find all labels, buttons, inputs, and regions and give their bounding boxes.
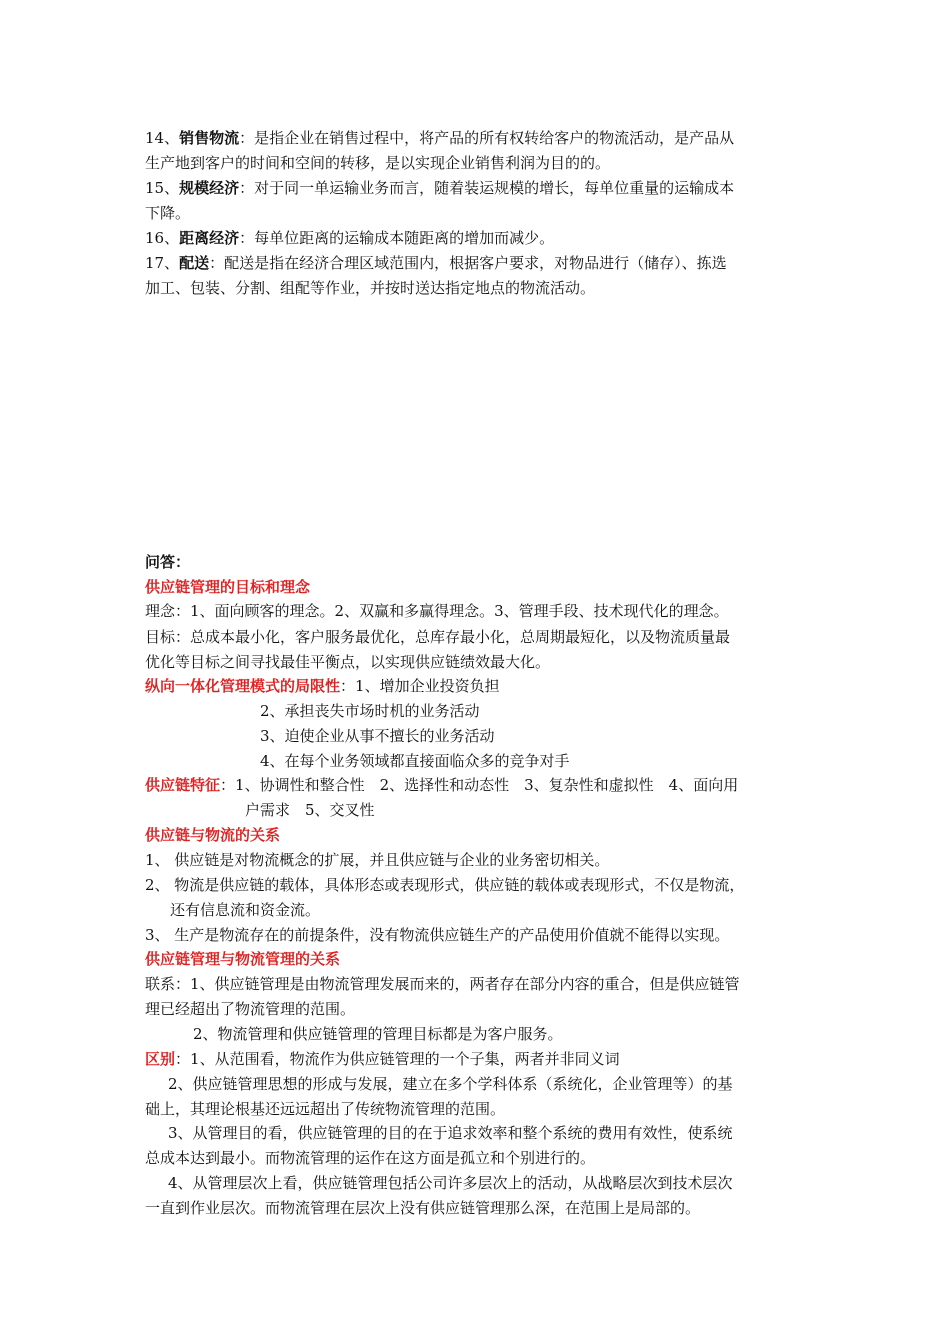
sc-logistics-item-1: 1、 供应链是对物流概念的扩展，并且供应链与企业的业务密切相关。 (145, 851, 610, 869)
definition-17-cont: 加工、包装、分割、组配等作业，并按时送达指定地点的物流活动。 (145, 279, 596, 297)
section-title-vertical-integration: 纵向一体化管理模式的局限性 (145, 677, 341, 695)
difference-line-2-cont: 础上，其理论根基还远远超出了传统物流管理的范围。 (145, 1100, 506, 1118)
difference-line-1: 区别：1、从范围看，物流作为供应链管理的一个子集，两者并非同义词 (145, 1050, 620, 1068)
section-title-scm-lm: 供应链管理与物流管理的关系 (145, 950, 341, 968)
difference-line-3: 3、从管理目的看，供应链管理的目的在于追求效率和整个系统的费用有效性，使系统 (168, 1124, 733, 1142)
definition-17: 17、配送：配送是指在经济合理区域范围内，根据客户要求，对物品进行（储存）、拣选 (145, 254, 727, 272)
supply-chain-features-line: 供应链特征：1、协调性和整合性 2、选择性和动态性 3、复杂性和虚拟性 4、面向用 (145, 776, 739, 794)
goals-line: 目标：总成本最小化，客户服务最优化，总库存最小化，总周期最短化，以及物流质量最 (145, 628, 731, 646)
definition-14: 14、销售物流：是指企业在销售过程中，将产品的所有权转给客户的物流活动，是产品从 (145, 129, 735, 147)
sc-logistics-item-2: 2、 物流是供应链的载体，具体形态或表现形式，供应链的载体或表现形式，不仅是物流， (145, 876, 745, 894)
goals-line-cont: 优化等目标之间寻找最佳平衡点，以实现供应链绩效最大化。 (145, 653, 551, 671)
difference-line-2: 2、供应链管理思想的形成与发展，建立在多个学科体系（系统化，企业管理等）的基 (168, 1075, 733, 1093)
vertical-integration-line: 纵向一体化管理模式的局限性：1、增加企业投资负担 (145, 677, 500, 695)
definition-15-cont: 下降。 (145, 204, 191, 222)
link-line-1: 联系：1、供应链管理是由物流管理发展而来的，两者存在部分内容的重合，但是供应链管 (145, 975, 740, 993)
link-line-1-cont: 理已经超出了物流管理的范围。 (145, 1000, 356, 1018)
difference-line-3-cont: 总成本达到最小。而物流管理的运作在这方面是孤立和个别进行的。 (145, 1149, 596, 1167)
section-title-sc-logistics: 供应链与物流的关系 (145, 826, 281, 844)
section-title-features: 供应链特征 (145, 776, 221, 794)
vertical-integration-item-4: 4、在每个业务领域都直接面临众多的竞争对手 (260, 752, 570, 770)
ideas-line: 理念：1、面向顾客的理念。2、双赢和多赢得理念。3、管理手段、技术现代化的理念。 (145, 602, 729, 620)
difference-line-4-cont: 一直到作业层次。而物流管理在层次上没有供应链管理那么深，在范围上是局部的。 (145, 1199, 701, 1217)
qa-heading: 问答： (145, 553, 191, 571)
link-line-2: 2、物流管理和供应链管理的管理目标都是为客户服务。 (193, 1025, 563, 1043)
sc-logistics-item-3: 3、 生产是物流存在的前提条件，没有物流供应链生产的产品使用价值就不能得以实现。 (145, 926, 730, 944)
sc-logistics-item-2-cont: 还有信息流和资金流。 (170, 901, 321, 919)
vertical-integration-item-3: 3、迫使企业从事不擅长的业务活动 (260, 727, 495, 745)
definition-15: 15、规模经济：对于同一单运输业务而言，随着装运规模的增长，每单位重量的运输成本 (145, 179, 735, 197)
supply-chain-features-cont: 户需求 5、交叉性 (245, 801, 375, 819)
difference-line-4: 4、从管理层次上看，供应链管理包括公司许多层次上的活动，从战略层次到技术层次 (168, 1174, 733, 1192)
definition-14-cont: 生产地到客户的时间和空间的转移，是以实现企业销售利润为目的的。 (145, 154, 611, 172)
difference-label: 区别 (145, 1050, 176, 1068)
section-title-goals: 供应链管理的目标和理念 (145, 578, 311, 596)
vertical-integration-item-2: 2、承担丧失市场时机的业务活动 (260, 702, 480, 720)
definition-16: 16、距离经济：每单位距离的运输成本随距离的增加而减少。 (145, 229, 555, 247)
